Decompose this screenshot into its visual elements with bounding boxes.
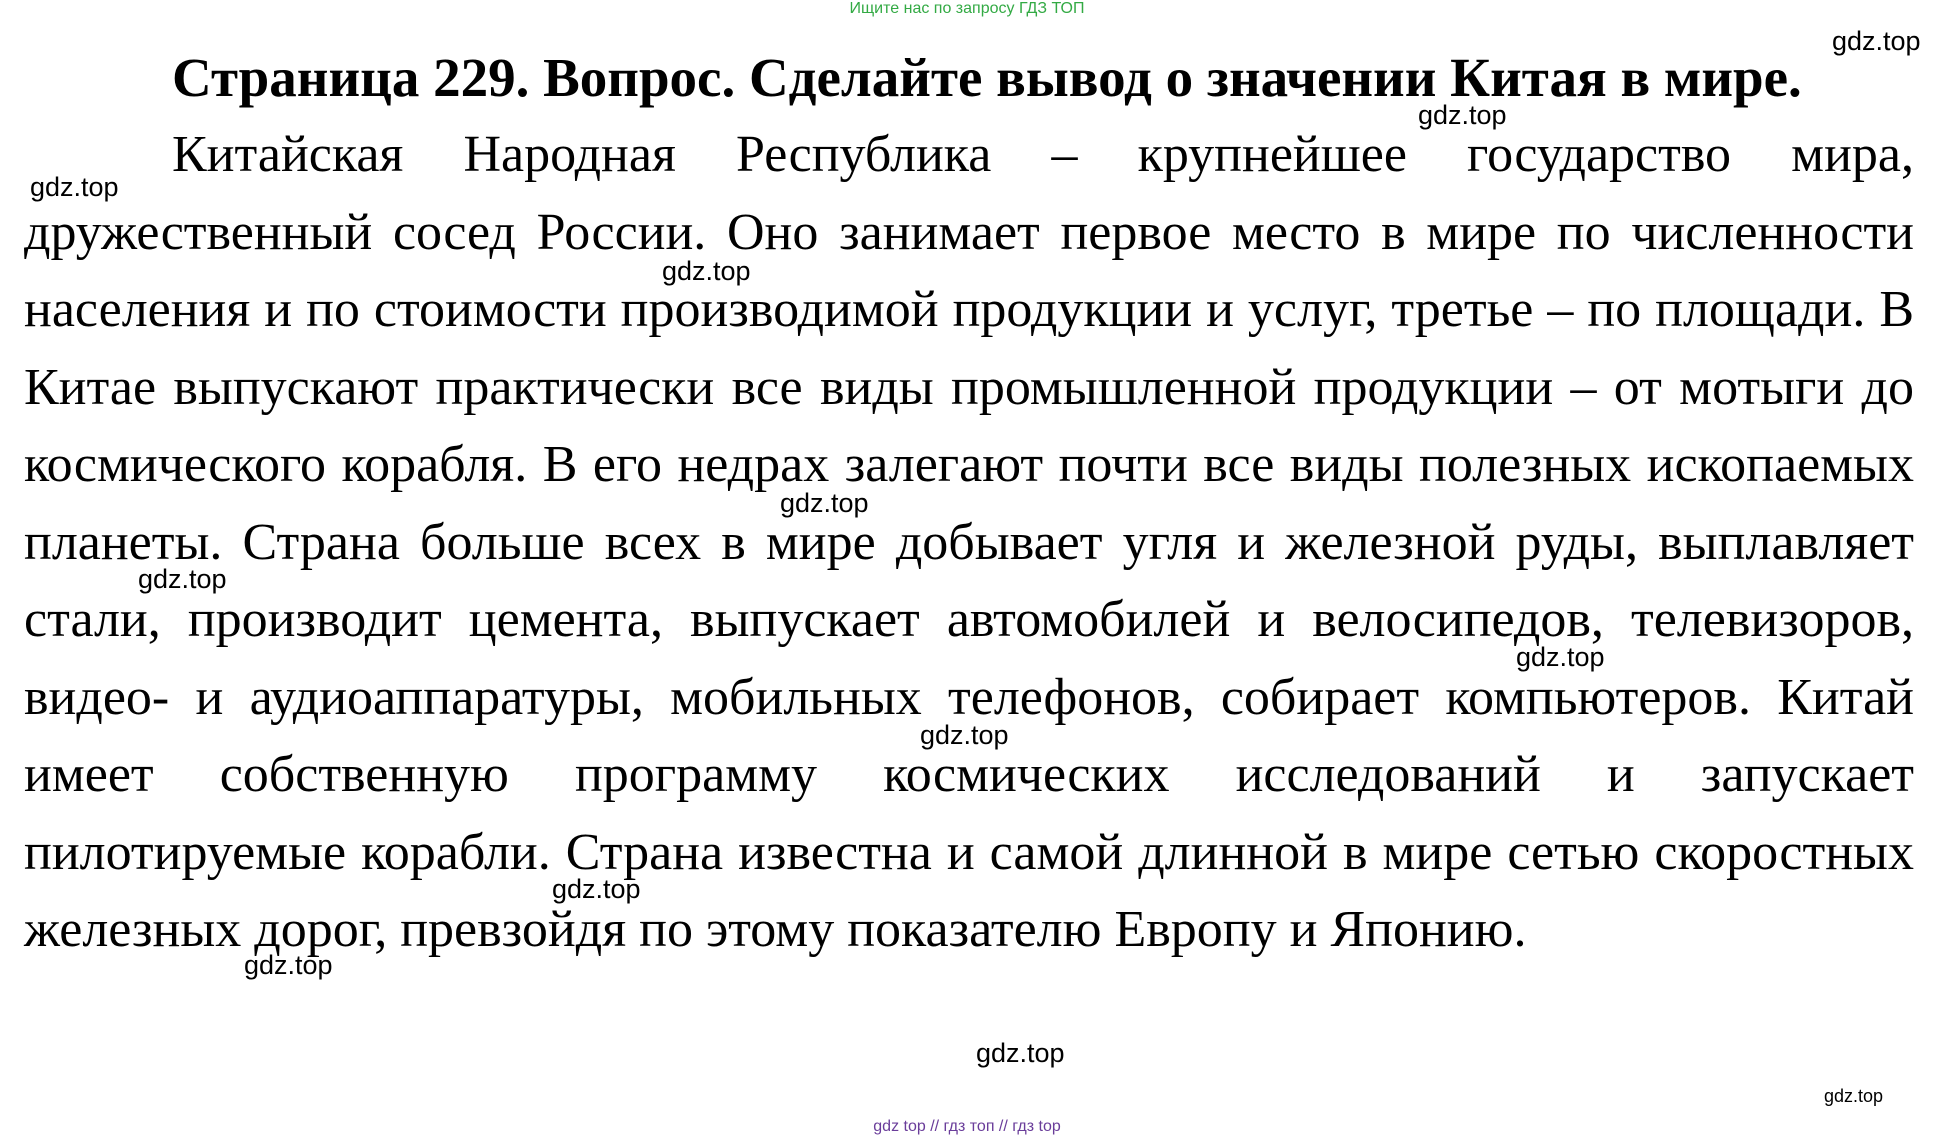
watermark: gdz.top bbox=[138, 564, 227, 594]
watermark: gdz.top bbox=[920, 720, 1009, 750]
watermark: gdz.top bbox=[780, 488, 869, 518]
footer-links: gdz top // гдз топ // гдз top bbox=[873, 1118, 1061, 1135]
watermark: gdz.top bbox=[662, 256, 751, 286]
watermark: gdz.top bbox=[244, 950, 333, 980]
watermark: gdz.top bbox=[976, 1038, 1065, 1068]
question-heading: Страница 229. Вопрос. Сделайте вывод о значении Китая в мире. bbox=[172, 47, 1802, 108]
watermark: gdz.top bbox=[1824, 1086, 1884, 1106]
answer-text: Китайская Народная Республика – крупнейшее государство мира, дружественный сосед России. Оно занимает первое место в мире по численности населения и по стоимости производимой продукции и услуг, третье – по площади. В Китае выпускают практически все виды промышленной продукции – от мотыги до космического корабля. В его недрах залегают почти все виды полезных ископаемых планеты. Страна больше всех в мире добывает угля и железной руды, выплавляет стали, производит цемента, выпускает автомобилей и велосипедов, телевизоров, видео- и аудиоаппаратуры, мобильных телефонов, собирает компьютеров. Китай имеет собственную программу космических исследований и запускает пилотируемые корабли. Страна известна и самой длинной в мире сетью скоростных железных дорог, превзойдя по этому показателю Европу и Японию. bbox=[24, 126, 1914, 958]
search-hint: Ищите нас по запросу ГДЗ ТОП bbox=[849, 0, 1085, 17]
watermark: gdz.top bbox=[1418, 100, 1507, 130]
watermark: gdz.top bbox=[30, 172, 119, 202]
watermark: gdz.top bbox=[552, 874, 641, 904]
watermark: gdz.top bbox=[1832, 26, 1921, 56]
watermark: gdz.top bbox=[1516, 642, 1605, 672]
